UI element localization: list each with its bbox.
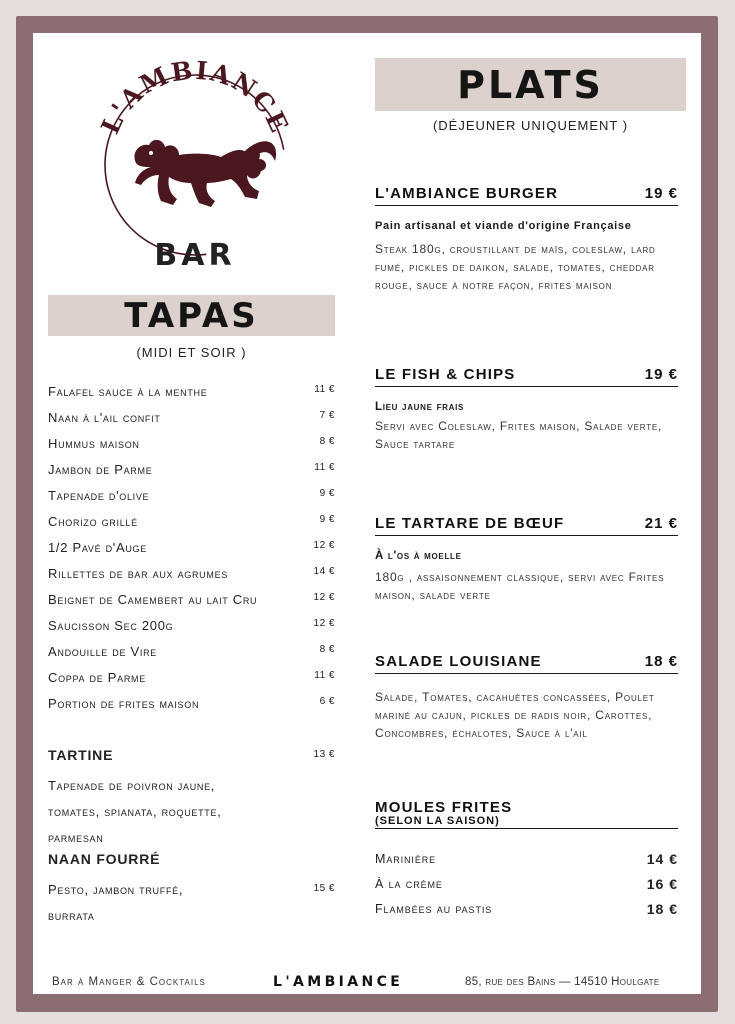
tapas-item-price: 14 €	[313, 566, 335, 577]
naan-title: NAAN FOURRÉ	[48, 851, 161, 867]
tapas-item-name: 1/2 Pavé d'Auge	[48, 540, 147, 555]
tapas-item-price: 9 €	[319, 488, 335, 499]
plat-desc: Salade, Tomates, cacahuètes concassées, Poulet mariné au cajun, pickles de radis noir, Carottes, Concombres, échalotes, Sauce à l'ail	[375, 690, 655, 740]
tapas-item-name: Tapenade d'olive	[48, 488, 150, 503]
tapas-item-price: 12 €	[313, 618, 335, 629]
tapas-item-price: 6 €	[319, 696, 335, 707]
tapas-item	[48, 382, 335, 408]
plat-desc: 180g , assaisonnement classique, servi avec Frites maison, salade verte	[375, 570, 665, 602]
plat-tartare	[375, 511, 678, 604]
plat-name: SALADE LOUISIANE	[375, 653, 542, 670]
plat-name: LE TARTARE DE BŒUF	[375, 515, 565, 532]
tapas-item	[48, 408, 335, 434]
svg-text:BAR: BAR	[154, 238, 236, 273]
plats-subtitle: (DÉJEUNER UNIQUEMENT )	[432, 118, 629, 133]
tartine-desc-line: parmesan	[48, 830, 104, 845]
tartine-desc-line: tomates, spianata, roquette,	[48, 804, 222, 819]
plat-name: MOULES FRITES	[375, 799, 513, 816]
tapas-item-price: 9 €	[319, 514, 335, 525]
plat-desc: Steak 180g, croustillant de maïs, coleslaw, lard fumé, pickles de daikon, salade, tomates, cheddar rouge, sauce à notre façon, frites maison	[375, 242, 656, 292]
plat-name: L'AMBIANCE BURGER	[375, 185, 559, 202]
tartine-title: TARTINE	[48, 747, 114, 763]
tapas-item-price: 7 €	[319, 410, 335, 421]
footer-tagline: Bar à Manger & Cocktails	[52, 976, 206, 988]
tapas-item	[48, 434, 335, 460]
tapas-item-price: 11 €	[314, 384, 335, 395]
plat-salade	[375, 649, 678, 742]
moules-item	[375, 873, 678, 898]
moules-list	[375, 848, 678, 923]
footer-address: 85, rue des Bains — 14510 Houlgate	[465, 976, 660, 988]
tapas-header	[48, 295, 335, 336]
tapas-item-name: Chorizo grillé	[48, 514, 138, 529]
tapas-item-price: 11 €	[314, 670, 335, 681]
tapas-item	[48, 642, 335, 668]
tapas-item-name: Beignet de Camembert au lait Cru	[48, 592, 258, 607]
tapas-item	[48, 460, 335, 486]
footer-brand: L'AMBIANCE	[273, 974, 404, 990]
tapas-item-name: Portion de frites maison	[48, 696, 200, 711]
tapas-item-price: 8 €	[319, 644, 335, 655]
moules-item-price: 16 €	[646, 876, 678, 892]
plat-subtitle: Lieu jaune frais	[375, 401, 465, 413]
plat-name: LE FISH & CHIPS	[375, 366, 516, 383]
tapas-item	[48, 486, 335, 512]
tapas-item-price: 12 €	[313, 540, 335, 551]
tapas-item-name: Jambon de Parme	[48, 462, 153, 477]
svg-text:L'AMBIANCE: L'AMBIANCE	[95, 55, 295, 139]
moules-item-price: 14 €	[646, 851, 678, 867]
tapas-item-name: Hummus maison	[48, 436, 140, 451]
tapas-item	[48, 538, 335, 564]
tapas-title: TAPAS	[124, 295, 259, 336]
naan-block	[48, 851, 335, 929]
tapas-item-price: 8 €	[319, 436, 335, 447]
plat-fish-chips	[375, 362, 678, 453]
plat-desc: Servi avec Coleslaw, Frites maison, Salade verte, Sauce tartare	[375, 419, 663, 451]
tapas-subtitle: (MIDI ET SOIR )	[136, 345, 247, 360]
naan-desc-line: Pesto, jambon truffé,	[48, 882, 184, 897]
menu-page	[33, 33, 701, 994]
moules-item-name: Flambées au pastis	[375, 902, 493, 916]
moules-item-price: 18 €	[646, 901, 678, 917]
plat-subtitle: Pain artisanal et viande d'origine Française	[375, 220, 632, 232]
tartine-price: 13 €	[313, 749, 335, 760]
plat-price: 19 €	[644, 366, 678, 383]
plat-price: 21 €	[644, 515, 678, 532]
moules-note: (SELON LA SAISON)	[375, 815, 500, 827]
plat-subtitle: À l'os à moelle	[375, 550, 462, 562]
tartine-desc-line: Tapenade de poivron jaune,	[48, 778, 216, 793]
plat-burger	[375, 181, 678, 294]
tapas-item	[48, 694, 335, 720]
plats-header	[375, 58, 686, 111]
moules-item	[375, 898, 678, 923]
tartine-block	[48, 747, 335, 851]
logo	[91, 43, 297, 293]
tapas-item-name: Falafel sauce à la menthe	[48, 384, 208, 399]
plat-price: 18 €	[644, 653, 678, 670]
plat-moules	[375, 799, 678, 923]
tapas-item-name: Coppa de Parme	[48, 670, 146, 685]
tapas-item-name: Saucisson Sec 200g	[48, 618, 174, 633]
moules-item-name: Marinière	[375, 852, 437, 866]
moules-item-name: À la crème	[375, 877, 443, 891]
tapas-item	[48, 590, 335, 616]
tapas-list	[48, 382, 335, 720]
plats-title: PLATS	[457, 62, 604, 107]
tapas-item	[48, 512, 335, 538]
tapas-item	[48, 668, 335, 694]
tapas-item	[48, 616, 335, 642]
tapas-item-price: 11 €	[314, 462, 335, 473]
tapas-item	[48, 564, 335, 590]
moules-item	[375, 848, 678, 873]
tapas-item-price: 12 €	[313, 592, 335, 603]
plat-price: 19 €	[644, 185, 678, 202]
lion-passant-icon	[91, 43, 297, 293]
naan-price: 15 €	[313, 883, 335, 894]
tapas-item-name: Naan à l'ail confit	[48, 410, 161, 425]
tapas-item-name: Rillettes de bar aux agrumes	[48, 566, 228, 581]
tapas-item-name: Andouille de Vire	[48, 644, 157, 659]
naan-desc-line: burrata	[48, 908, 95, 923]
